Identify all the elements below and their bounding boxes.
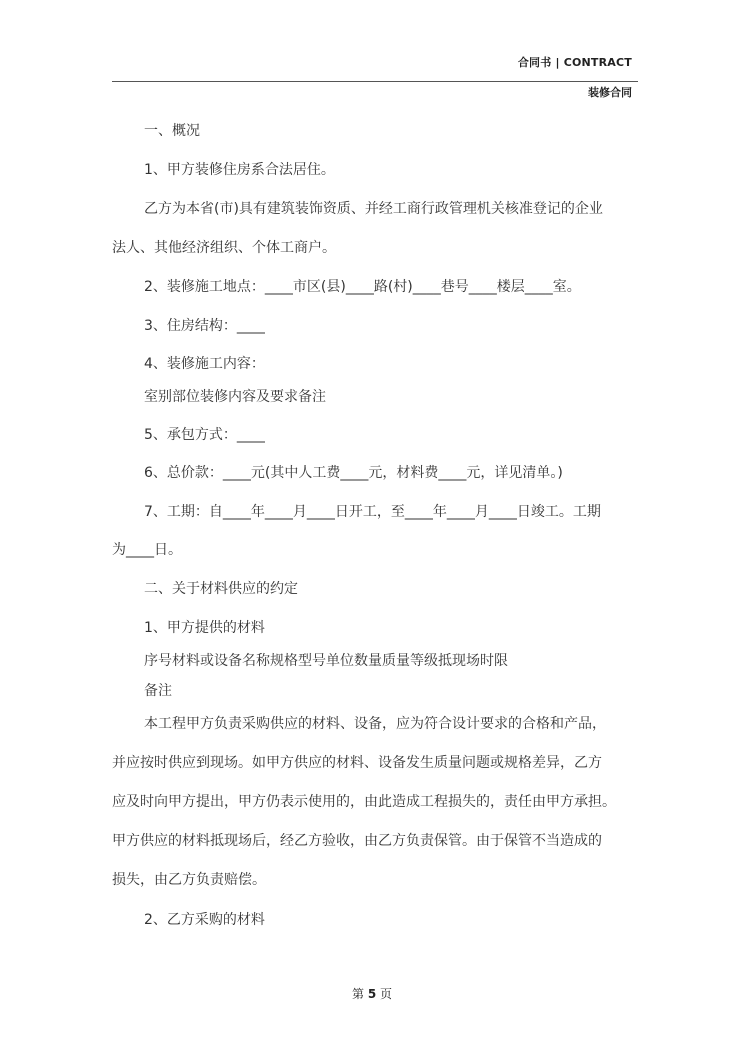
paragraph-line: 并应按时供应到现场。如甲方供应的材料、设备发生质量问题或规格差异，乙方 bbox=[112, 755, 602, 771]
clause-3: 3、住房结构：____ bbox=[144, 318, 265, 334]
clause-1: 1、甲方装修住房系合法居住。 bbox=[144, 162, 335, 178]
header-title: 合同书 | CONTRACT bbox=[517, 56, 632, 69]
clause-2: 2、装修施工地点：____市区(县)____路(村)____巷号____楼层____室。 bbox=[144, 279, 581, 295]
clause-6: 6、总价款：____元(其中人工费____元，材料费____元，详见清单。) bbox=[144, 465, 563, 481]
paragraph-line: 法人、其他经济组织、个体工商户。 bbox=[112, 240, 336, 256]
table-header-text: 室别部位装修内容及要求备注 bbox=[144, 389, 326, 405]
paragraph-line: 应及时向甲方提出，甲方仍表示使用的，由此造成工程损失的，责任由甲方承担。 bbox=[112, 794, 616, 810]
table-header-text: 序号材料或设备名称规格型号单位数量质量等级抵现场时限 bbox=[144, 653, 508, 669]
header-subtitle: 装修合同 bbox=[588, 86, 632, 99]
section-heading-overview: 一、概况 bbox=[144, 123, 200, 139]
clause-7: 7、工期：自____年____月____日开工，至____年____月____日竣工。工期 bbox=[144, 504, 601, 520]
page-number: 5 bbox=[367, 987, 377, 1001]
clause-4: 4、装修施工内容： bbox=[144, 356, 265, 372]
paragraph-line: 本工程甲方负责采购供应的材料、设备，应为符合设计要求的合格和产品， bbox=[144, 716, 606, 732]
section-heading-materials: 二、关于材料供应的约定 bbox=[144, 581, 298, 597]
paragraph-line: 甲方供应的材料抵现场后，经乙方验收，由乙方负责保管。由于保管不当造成的 bbox=[112, 833, 602, 849]
table-header-text: 备注 bbox=[144, 683, 172, 699]
clause-5: 5、承包方式：____ bbox=[144, 427, 265, 443]
paragraph-line: 为____日。 bbox=[112, 542, 182, 558]
page-footer bbox=[0, 985, 744, 1002]
page-prefix: 第 bbox=[351, 987, 364, 1001]
page-suffix: 页 bbox=[380, 987, 393, 1001]
subclause-1: 1、甲方提供的材料 bbox=[144, 620, 265, 636]
header-rule bbox=[112, 81, 638, 82]
paragraph-line: 损失，由乙方负责赔偿。 bbox=[112, 872, 266, 888]
subclause-2: 2、乙方采购的材料 bbox=[144, 912, 265, 928]
paragraph-line: 乙方为本省(市)具有建筑装饰资质、并经工商行政管理机关核准登记的企业 bbox=[144, 201, 603, 217]
